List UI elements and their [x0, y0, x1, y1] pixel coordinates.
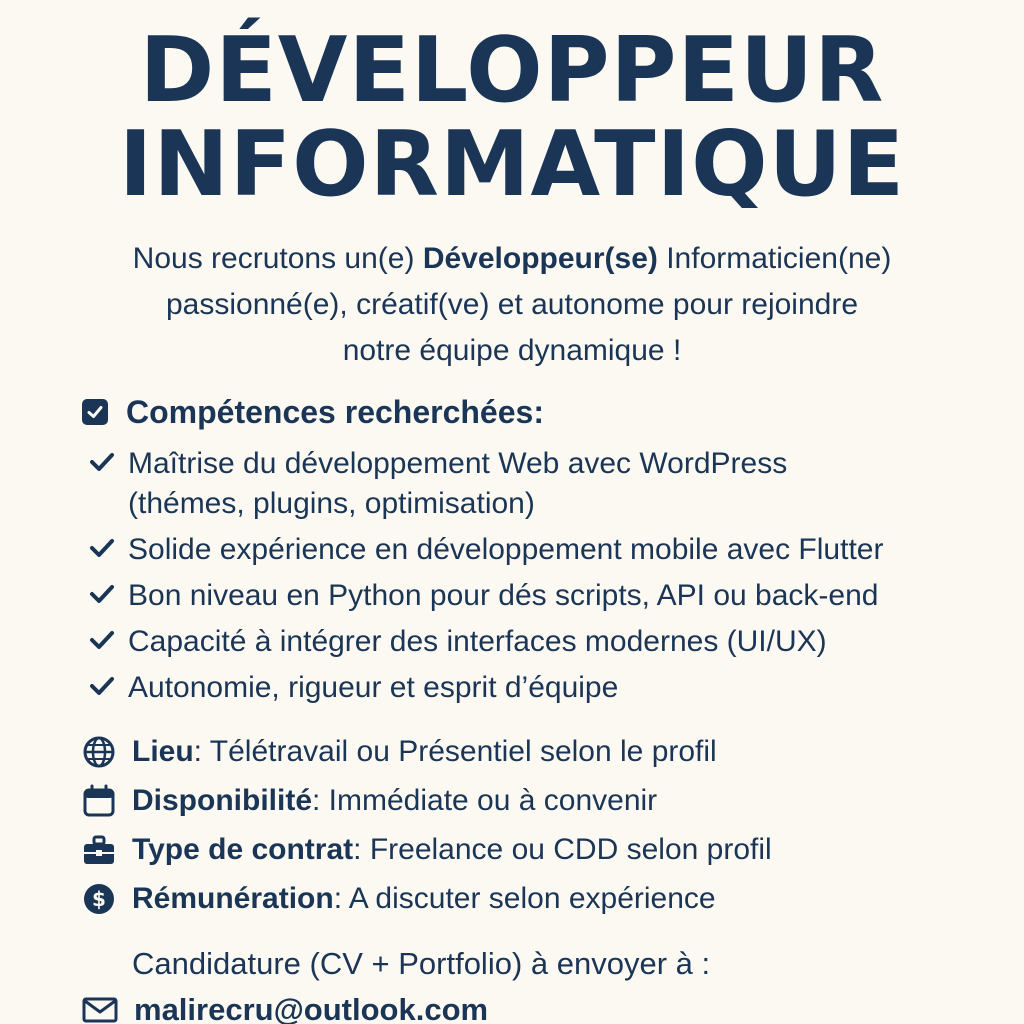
page-title-line-1: DÉVELOPPEUR	[139, 18, 885, 123]
dollar-icon	[82, 882, 116, 916]
intro-line-1	[60, 236, 964, 282]
skill-text: Capacité à intégrer des interfaces modernes (UI/UX)	[128, 625, 827, 658]
job-info-list	[82, 732, 772, 928]
info-value: : Immédiate ou à convenir	[312, 784, 658, 817]
list-item	[88, 530, 883, 570]
skill-text: Bon niveau en Python pour dés scripts, API ou back-end	[128, 579, 879, 612]
checkbox-icon	[82, 399, 108, 425]
application-instructions: Candidature (CV + Portfolio) à envoyer à :	[132, 946, 711, 981]
skill-text-cont: (thémes, plugins, optimisation)	[128, 487, 535, 520]
intro-bold: Développeur(se)	[422, 242, 658, 275]
skills-heading-text: Compétences recherchées:	[126, 394, 544, 430]
check-icon	[88, 450, 116, 474]
skill-text: Autonomie, rigueur et esprit d’équipe	[128, 671, 619, 704]
intro-text-end: Informaticien(ne)	[657, 242, 892, 275]
intro-text: Nous recrutons un(e)	[132, 242, 423, 275]
skill-text: Maîtrise du développement Web avec WordPress	[128, 447, 788, 480]
list-item	[88, 576, 883, 616]
info-location	[82, 732, 772, 772]
globe-icon	[82, 735, 116, 769]
page-title-line-2: INFORMATIQUE	[118, 112, 906, 217]
contact-email	[82, 990, 488, 1024]
calendar-icon	[82, 784, 116, 818]
info-value: : A discuter selon expérience	[333, 882, 716, 915]
info-value: : Télétravail ou Présentiel selon le profil	[193, 735, 717, 768]
skill-text: Solide expérience en développement mobile avec Flutter	[128, 533, 884, 566]
mail-icon	[82, 997, 118, 1023]
list-item	[88, 622, 883, 662]
info-value: : Freelance ou CDD selon profil	[353, 833, 772, 866]
email-link[interactable]: malirecru@outlook.com	[134, 992, 489, 1024]
briefcase-icon	[82, 833, 116, 867]
skills-heading	[82, 392, 544, 432]
info-label: Lieu	[132, 735, 194, 768]
info-salary	[82, 879, 772, 919]
check-icon	[88, 536, 116, 560]
intro-line-3: notre équipe dynamique !	[342, 334, 682, 367]
info-label: Disponibilité	[132, 784, 312, 817]
info-label: Rémunération	[132, 882, 334, 915]
list-item	[88, 668, 883, 708]
intro-paragraph	[60, 236, 964, 374]
list-item	[88, 444, 883, 524]
intro-line-2: passionné(e), créatif(ve) et autonome pour rejoindre	[165, 288, 859, 321]
check-icon	[88, 628, 116, 652]
skills-list	[88, 444, 883, 714]
info-availability	[82, 781, 772, 821]
check-icon	[88, 582, 116, 606]
info-label: Type de contrat	[132, 833, 354, 866]
svg-text:$: $	[92, 887, 106, 911]
info-contract	[82, 830, 772, 870]
check-icon	[88, 674, 116, 698]
